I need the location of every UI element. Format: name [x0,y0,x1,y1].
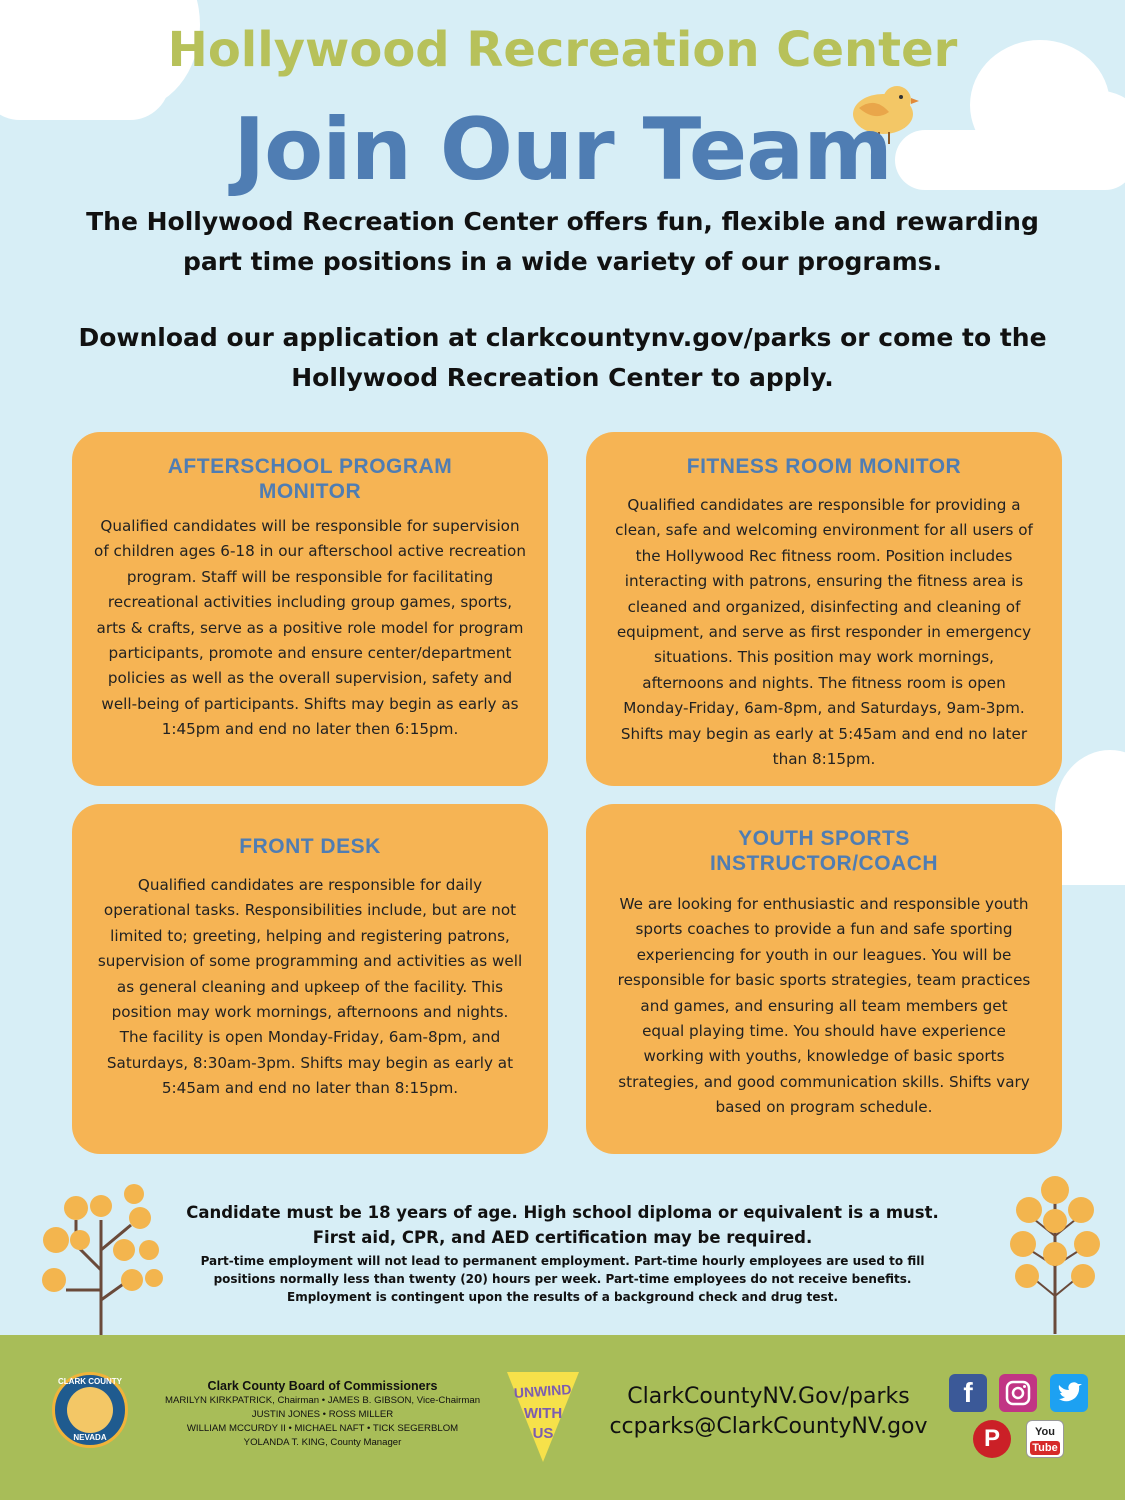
youtube-icon[interactable]: You Tube [1026,1420,1064,1458]
board-line: JUSTIN JONES • ROSS MILLER [251,1409,394,1420]
board-title: Clark County Board of Commissioners [207,1379,438,1393]
svg-text:UNWIND: UNWIND [513,1381,572,1401]
unwind-with-us-logo [503,1366,583,1464]
board-of-commissioners [150,1378,495,1450]
card-afterschool-monitor [72,432,548,786]
requirement-line: Candidate must be 18 years of age. High school diploma or equivalent is a must. [186,1203,939,1222]
twitter-icon[interactable] [1050,1374,1088,1412]
card-title: YOUTH SPORTS INSTRUCTOR/COACH [709,827,939,875]
page-subtitle: Hollywood Recreation Center [167,22,958,78]
intro-line: The Hollywood Recreation Center offers fun, flexible and rewarding [86,207,1039,236]
intro-text [60,202,1065,282]
board-line: MARILYN KIRKPATRICK, Chairman • JAMES B. GIBSON, Vice-Chairman [164,1395,481,1406]
card-title: FITNESS ROOM MONITOR [686,455,962,478]
card-description: Qualified candidates are responsible for daily operational tasks. Responsibilities include, but are not limited to; greeting, helping and registering patrons, supervision of some programming and activities as well as general cleaning and upkeep of the facility. This position may work mornings, afternoons and nights. The facility is open Monday-Friday, 6am-8pm, and Saturdays, 8:30am-3pm. Shifts may begin as early at 5:45am and end no later than 8:15pm. [97,876,523,1098]
card-title: FRONT DESK [239,835,381,858]
apply-line: Hollywood Recreation Center to apply. [291,363,834,392]
page-title: Join Our Team [233,100,892,200]
disclaimer-text: Part-time employment will not lead to permanent employment. Part-time hourly employees are used to fill positions normally less than twenty (20) hours per week. Part-time employees do not receive benefits. Employment is contingent upon the results of a background check and drug test. [200,1254,925,1304]
instagram-glyph-icon [999,1374,1037,1412]
pinterest-icon[interactable]: P [973,1420,1011,1458]
email-link[interactable]: ccparks@ClarkCountyNV.gov [609,1414,928,1439]
board-line: YOLANDA T. KING, County Manager [243,1437,402,1448]
requirements-text [140,1200,985,1306]
board-line: WILLIAM MCCURDY II • MICHAEL NAFT • TICK SEGERBLOM [186,1423,459,1434]
seal-figures-icon [67,1387,113,1433]
card-front-desk [72,804,548,1154]
svg-text:US: US [532,1425,554,1442]
clark-county-seal: CLARK COUNTY NEVADA [52,1372,128,1448]
card-title: AFTERSCHOOL PROGRAM MONITOR [167,455,453,503]
facebook-icon[interactable]: f [949,1374,987,1412]
card-fitness-room-monitor [586,432,1062,786]
card-description: Qualified candidates will be responsible for supervision of children ages 6-18 in our afterschool active recreation program. Staff will be responsible for facilitating recreational activities including group games, sports, arts & crafts, serve as a positive role model for program participants, promote and ensure center/department policies as well as the overall supervision, safety and well-being of participants. Shifts may begin as early as 1:45pm and end no later then 6:15pm. [94,517,526,739]
apply-line: Download our application at clarkcountynv.gov/parks or come to the [78,323,1047,352]
intro-line: part time positions in a wide variety of our programs. [182,247,943,276]
tree-right-icon [1005,1166,1105,1336]
svg-text:WITH: WITH [523,1405,563,1422]
instagram-icon[interactable] [999,1374,1037,1412]
card-youth-sports-coach [586,804,1062,1154]
contact-info [596,1382,941,1442]
website-link[interactable]: ClarkCountyNV.Gov/parks [627,1384,910,1409]
card-description: Qualified candidates are responsible for providing a clean, safe and welcoming environment for all users of the Hollywood Rec fitness room. Position includes interacting with patrons, ensuring the fitness area is cleaned and organized, disinfecting and cleaning of equipment, and serve as first responder in emergency situations. This position may work mornings, afternoons and nights. The fitness room is open Monday-Friday, 6am-8pm, and Saturdays, 9am-3pm. Shifts may begin as early at 5:45am and end no later than 8:15pm. [615,496,1033,769]
apply-text [60,318,1065,398]
twitter-bird-icon [1050,1374,1088,1412]
requirement-line: First aid, CPR, and AED certification may be required. [312,1228,813,1247]
card-description: We are looking for enthusiastic and responsible youth sports coaches to provide a fun and safe sporting experiencing for youth in our leagues. You will be responsible for basic sports strategies, team practices and games, and ensuring all team members get equal playing time. You should have experience working with youths, knowledge of basic sports strategies, and good communication skills. Shifts vary based on program schedule. [617,895,1031,1117]
